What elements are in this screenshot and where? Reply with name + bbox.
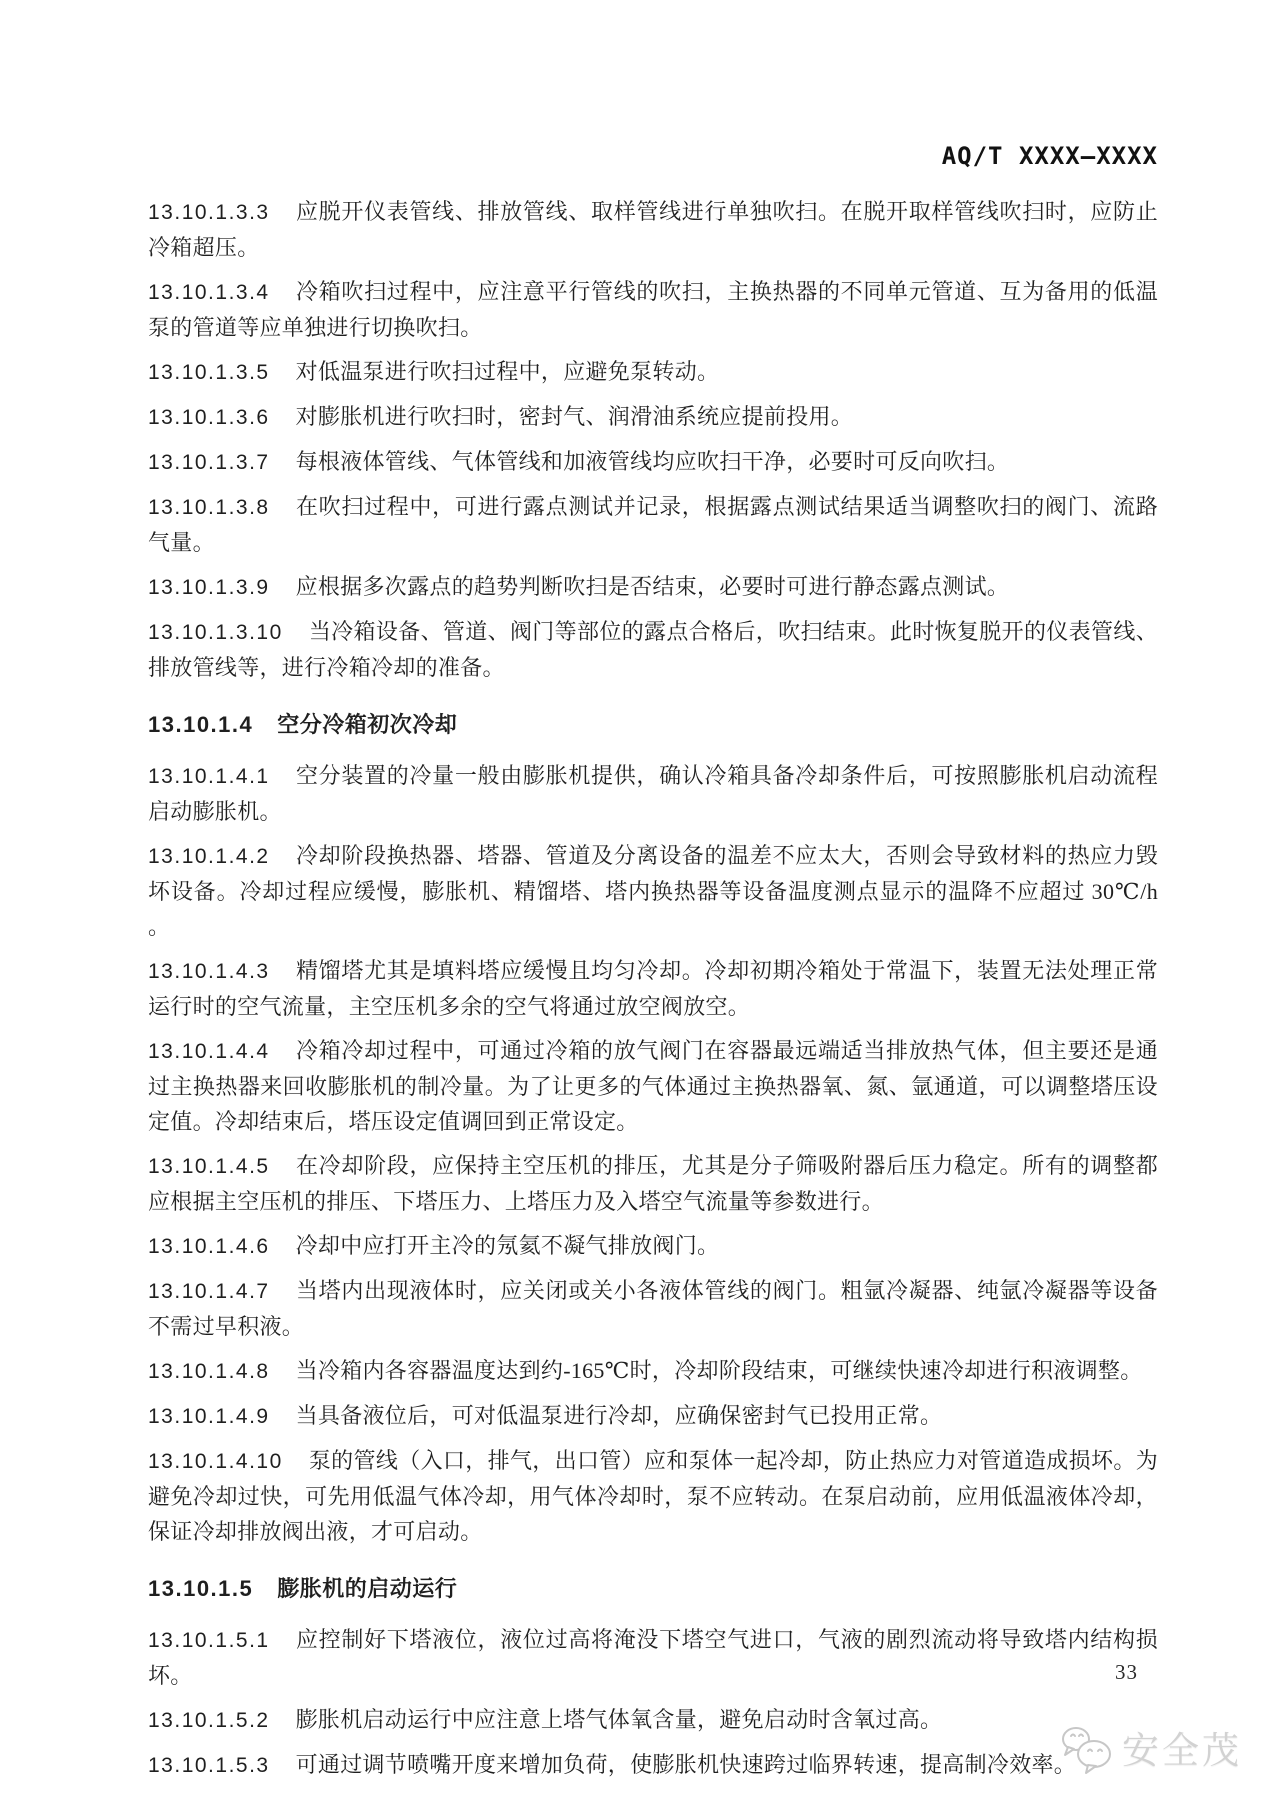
clause-text: 当冷箱设备、管道、阀门等部位的露点合格后，吹扫结束。此时恢复脱开的仪表管线、排放管线等，进行冷箱冷却的准备。 bbox=[148, 619, 1158, 680]
clause-text: 泵的管线（入口，排气，出口管）应和泵体一起冷却，防止热应力对管道造成损坏。为避免冷却过快，可先用低温气体冷却，用气体冷却时，泵不应转动。在泵启动前，应用低温液体冷却，保证冷却排放阀出液，才可启动。 bbox=[148, 1448, 1158, 1544]
clause-text: 当具备液位后，可对低温泵进行冷却，应确保密封气已投用正常。 bbox=[295, 1403, 943, 1428]
clause-number: 13.10.1.3.3 bbox=[148, 201, 270, 224]
clause-13-10-1-5-3 bbox=[148, 1747, 1158, 1783]
clause-text: 应根据多次露点的趋势判断吹扫是否结束，必要时可进行静态露点测试。 bbox=[295, 574, 1010, 599]
clause-text: 空分装置的冷量一般由膨胀机提供，确认冷箱具备冷却条件后，可按照膨胀机启动流程启动膨胀机。 bbox=[148, 763, 1158, 824]
clause-13-10-1-3-7 bbox=[148, 444, 1158, 480]
clause-text: 冷箱冷却过程中，可通过冷箱的放气阀门在容器最远端适当排放热气体，但主要还是通过主换热器来回收膨胀机的制冷量。为了让更多的气体通过主换热器氧、氮、氩通道，可以调整塔压设定值。冷却结束后，塔压设定值调回到正常设定。 bbox=[148, 1038, 1158, 1134]
clause-13-10-1-4-6 bbox=[148, 1228, 1158, 1264]
clause-number: 13.10.1.5.3 bbox=[148, 1754, 270, 1777]
clause-13-10-1-4-2 bbox=[148, 838, 1158, 944]
clause-13-10-1-4-7 bbox=[148, 1273, 1158, 1344]
clause-number: 13.10.1.4.6 bbox=[148, 1235, 270, 1258]
clause-13-10-1-4-1 bbox=[148, 758, 1158, 829]
clause-number: 13.10.1.4.3 bbox=[148, 960, 270, 983]
clause-text: 冷却阶段换热器、塔器、管道及分离设备的温差不应太大，否则会导致材料的热应力毁坏设备。冷却过程应缓慢，膨胀机、精馏塔、塔内换热器等设备温度测点显示的温降不应超过 30℃/h 。 bbox=[148, 843, 1158, 939]
clause-text: 每根液体管线、气体管线和加液管线均应吹扫干净，必要时可反向吹扫。 bbox=[295, 449, 1010, 474]
clause-number: 13.10.1.4.10 bbox=[148, 1450, 283, 1473]
clause-number: 13.10.1.3.4 bbox=[148, 281, 270, 304]
clause-text: 当塔内出现液体时，应关闭或关小各液体管线的阀门。粗氩冷凝器、纯氩冷凝器等设备不需过早积液。 bbox=[148, 1278, 1158, 1339]
clause-number: 13.10.1.5.2 bbox=[148, 1709, 270, 1732]
clause-number: 13.10.1.3.10 bbox=[148, 621, 283, 644]
clause-13-10-1-3-5 bbox=[148, 354, 1158, 390]
clause-13-10-1-3-6 bbox=[148, 399, 1158, 435]
page-number: 33 bbox=[1115, 1660, 1138, 1684]
clause-text: 冷却中应打开主冷的氖氦不凝气排放阀门。 bbox=[295, 1233, 720, 1258]
clause-13-10-1-4-5 bbox=[148, 1148, 1158, 1219]
clause-13-10-1-4-10 bbox=[148, 1443, 1158, 1549]
clause-number: 13.10.1.4.4 bbox=[148, 1040, 270, 1063]
clause-text: 对膨胀机进行吹扫时，密封气、润滑油系统应提前投用。 bbox=[295, 404, 854, 429]
clause-text: 冷箱吹扫过程中，应注意平行管线的吹扫，主换热器的不同单元管道、互为备用的低温泵的管道等应单独进行切换吹扫。 bbox=[148, 279, 1158, 340]
clause-13-10-1-5-2 bbox=[148, 1702, 1158, 1738]
clause-text: 当冷箱内各容器温度达到约-165℃时，冷却阶段结束，可继续快速冷却进行积液调整。 bbox=[295, 1358, 1143, 1383]
clause-text: 对低温泵进行吹扫过程中，应避免泵转动。 bbox=[295, 359, 720, 384]
clause-13-10-1-4-9 bbox=[148, 1398, 1158, 1434]
document-body bbox=[148, 194, 1158, 1792]
wechat-chat-bubbles-icon bbox=[1058, 1724, 1116, 1776]
clause-number: 13.10.1.4.2 bbox=[148, 845, 270, 868]
clause-text: 应控制好下塔液位，液位过高将淹没下塔空气进口，气液的剧烈流动将导致塔内结构损坏。 bbox=[148, 1627, 1158, 1688]
watermark-brand-name: 安全茂 bbox=[1122, 1729, 1242, 1771]
heading-text: 膨胀机的启动运行 bbox=[277, 1576, 458, 1601]
clause-number: 13.10.1.4.8 bbox=[148, 1360, 270, 1383]
clause-number: 13.10.1.3.9 bbox=[148, 576, 270, 599]
clause-13-10-1-4-4 bbox=[148, 1033, 1158, 1139]
clause-text: 应脱开仪表管线、排放管线、取样管线进行单独吹扫。在脱开取样管线吹扫时，应防止冷箱超压。 bbox=[148, 199, 1158, 260]
watermark-brand bbox=[1058, 1724, 1242, 1776]
clause-13-10-1-3-3 bbox=[148, 194, 1158, 265]
clause-number: 13.10.1.4.1 bbox=[148, 765, 270, 788]
heading-13-10-1-5 bbox=[148, 1571, 1158, 1606]
clause-number: 13.10.1.3.6 bbox=[148, 406, 270, 429]
clause-13-10-1-4-3 bbox=[148, 953, 1158, 1024]
clause-number: 13.10.1.4.9 bbox=[148, 1405, 270, 1428]
heading-13-10-1-4 bbox=[148, 707, 1158, 742]
clause-number: 13.10.1.3.5 bbox=[148, 361, 270, 384]
clause-text: 精馏塔尤其是填料塔应缓慢且均匀冷却。冷却初期冷箱处于常温下，装置无法处理正常运行时的空气流量，主空压机多余的空气将通过放空阀放空。 bbox=[148, 958, 1158, 1019]
clause-text: 在冷却阶段，应保持主空压机的排压，尤其是分子筛吸附器后压力稳定。所有的调整都应根据主空压机的排压、下塔压力、上塔压力及入塔空气流量等参数进行。 bbox=[148, 1153, 1158, 1214]
clause-13-10-1-4-8 bbox=[148, 1353, 1158, 1389]
clause-13-10-1-3-8 bbox=[148, 489, 1158, 560]
clause-number: 13.10.1.3.7 bbox=[148, 451, 270, 474]
standard-code-header: AQ/T XXXX—XXXX bbox=[941, 142, 1158, 170]
clause-13-10-1-5-1 bbox=[148, 1622, 1158, 1693]
clause-number: 13.10.1.3.8 bbox=[148, 496, 270, 519]
heading-number: 13.10.1.5 bbox=[148, 1576, 254, 1601]
heading-text: 空分冷箱初次冷却 bbox=[277, 712, 458, 737]
clause-number: 13.10.1.4.7 bbox=[148, 1280, 270, 1303]
clause-text: 膨胀机启动运行中应注意上塔气体氧含量，避免启动时含氧过高。 bbox=[295, 1707, 943, 1732]
clause-13-10-1-3-4 bbox=[148, 274, 1158, 345]
heading-number: 13.10.1.4 bbox=[148, 712, 254, 737]
clause-number: 13.10.1.4.5 bbox=[148, 1155, 270, 1178]
clause-13-10-1-3-9 bbox=[148, 569, 1158, 605]
clause-number: 13.10.1.5.1 bbox=[148, 1629, 270, 1652]
clause-13-10-1-3-10 bbox=[148, 614, 1158, 685]
clause-text: 可通过调节喷嘴开度来增加负荷，使膨胀机快速跨过临界转速，提高制冷效率。 bbox=[295, 1752, 1077, 1777]
clause-text: 在吹扫过程中，可进行露点测试并记录，根据露点测试结果适当调整吹扫的阀门、流路气量。 bbox=[148, 494, 1158, 555]
